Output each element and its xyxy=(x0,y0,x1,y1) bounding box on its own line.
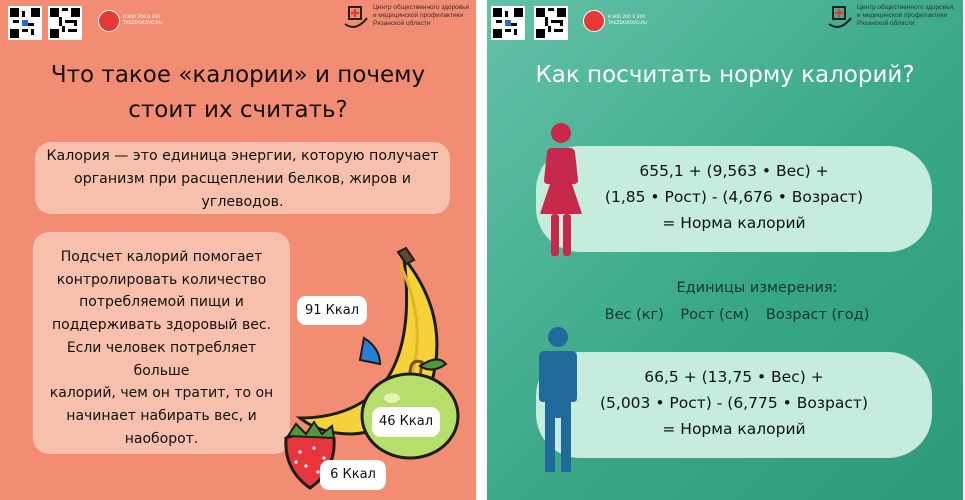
formula-line: = Норма калорий xyxy=(662,214,806,232)
formula-line: 66,5 + (13,75 • Вес) + xyxy=(644,368,824,386)
info-line: поддерживать здоровый вес. xyxy=(52,317,271,334)
banana-calories: 91 Ккал xyxy=(297,296,367,325)
site-qr-code xyxy=(534,6,568,40)
hotline-logo xyxy=(98,10,162,32)
definition-bubble xyxy=(35,142,450,214)
formula-line: (5,003 • Рост) - (6,775 • Возраст) xyxy=(599,394,868,412)
hotline-logo xyxy=(583,10,647,32)
org-logo-icon xyxy=(827,4,853,30)
info-line: контролировать количество xyxy=(56,271,267,288)
units-title: Единицы измерения: xyxy=(676,280,838,296)
org-line-1: Центр общественного здоровья xyxy=(857,4,954,11)
info-line: наоборот. xyxy=(124,430,199,447)
hotline-phone: 8 800 200 0 200 xyxy=(123,15,161,21)
left-panel xyxy=(0,0,476,500)
org-line-1: Центр общественного здоровья xyxy=(373,4,470,11)
unit-weight: Вес (кг) xyxy=(604,307,664,323)
page-title xyxy=(20,58,456,127)
hotline-logo-icon xyxy=(583,10,605,32)
site-qr-code xyxy=(48,6,82,40)
org-logo-icon xyxy=(343,4,369,30)
info-line: Если человек потребляет больше xyxy=(66,339,257,379)
unit-age: Возраст (год) xyxy=(765,307,870,323)
strawberry-calories: 6 Ккал xyxy=(320,460,386,490)
hotline-logo-icon xyxy=(98,10,120,32)
title-line: стоит их считать? xyxy=(128,96,348,123)
formula-line: (1,85 • Рост) - (4,676 • Возраст) xyxy=(604,188,864,206)
formula-line: 655,1 + (9,563 • Вес) + xyxy=(639,162,829,180)
definition-line: Калория — это единица энергии, которую получает xyxy=(46,148,439,164)
right-panel xyxy=(487,0,963,500)
hotline-site: TAKZDOROVO.RU xyxy=(608,21,648,26)
vk-qr-code xyxy=(491,6,525,40)
definition-line: углеводов. xyxy=(201,194,284,210)
apple-calories: 46 Ккал xyxy=(372,407,440,437)
info-line: Подсчет калорий помогает xyxy=(60,249,263,265)
page-title: Как посчитать норму калорий? xyxy=(535,62,915,88)
female-formula xyxy=(536,146,932,252)
definition-line: организм при расщеплении белков, жиров и xyxy=(74,171,411,187)
info-line: потребляемой пищи и xyxy=(79,294,244,311)
org-line-2: и медицинской профилактики xyxy=(373,12,464,20)
hotline-site: TAKZDOROVO.RU xyxy=(123,21,163,26)
hotline-phone: 8 800 200 0 200 xyxy=(608,15,646,21)
vk-qr-code xyxy=(8,6,42,40)
org-logo xyxy=(343,4,476,30)
info-line: калорий, чем он тратит, то он xyxy=(49,385,274,402)
male-formula xyxy=(536,352,932,458)
org-logo xyxy=(827,4,963,30)
info-line: начинает набирать вес, и xyxy=(66,407,257,424)
org-line-3: Рязанской области xyxy=(373,20,431,28)
org-line-3: Рязанской области xyxy=(857,20,915,28)
units-row xyxy=(577,307,897,323)
man-icon xyxy=(535,326,581,472)
formula-line: = Норма калорий xyxy=(662,420,806,438)
woman-icon xyxy=(536,122,586,256)
info-bubble xyxy=(33,232,290,454)
unit-height: Рост (см) xyxy=(680,307,750,323)
title-line: Что такое «калории» и почему xyxy=(50,62,426,88)
org-line-2: и медицинской профилактики xyxy=(857,12,948,20)
